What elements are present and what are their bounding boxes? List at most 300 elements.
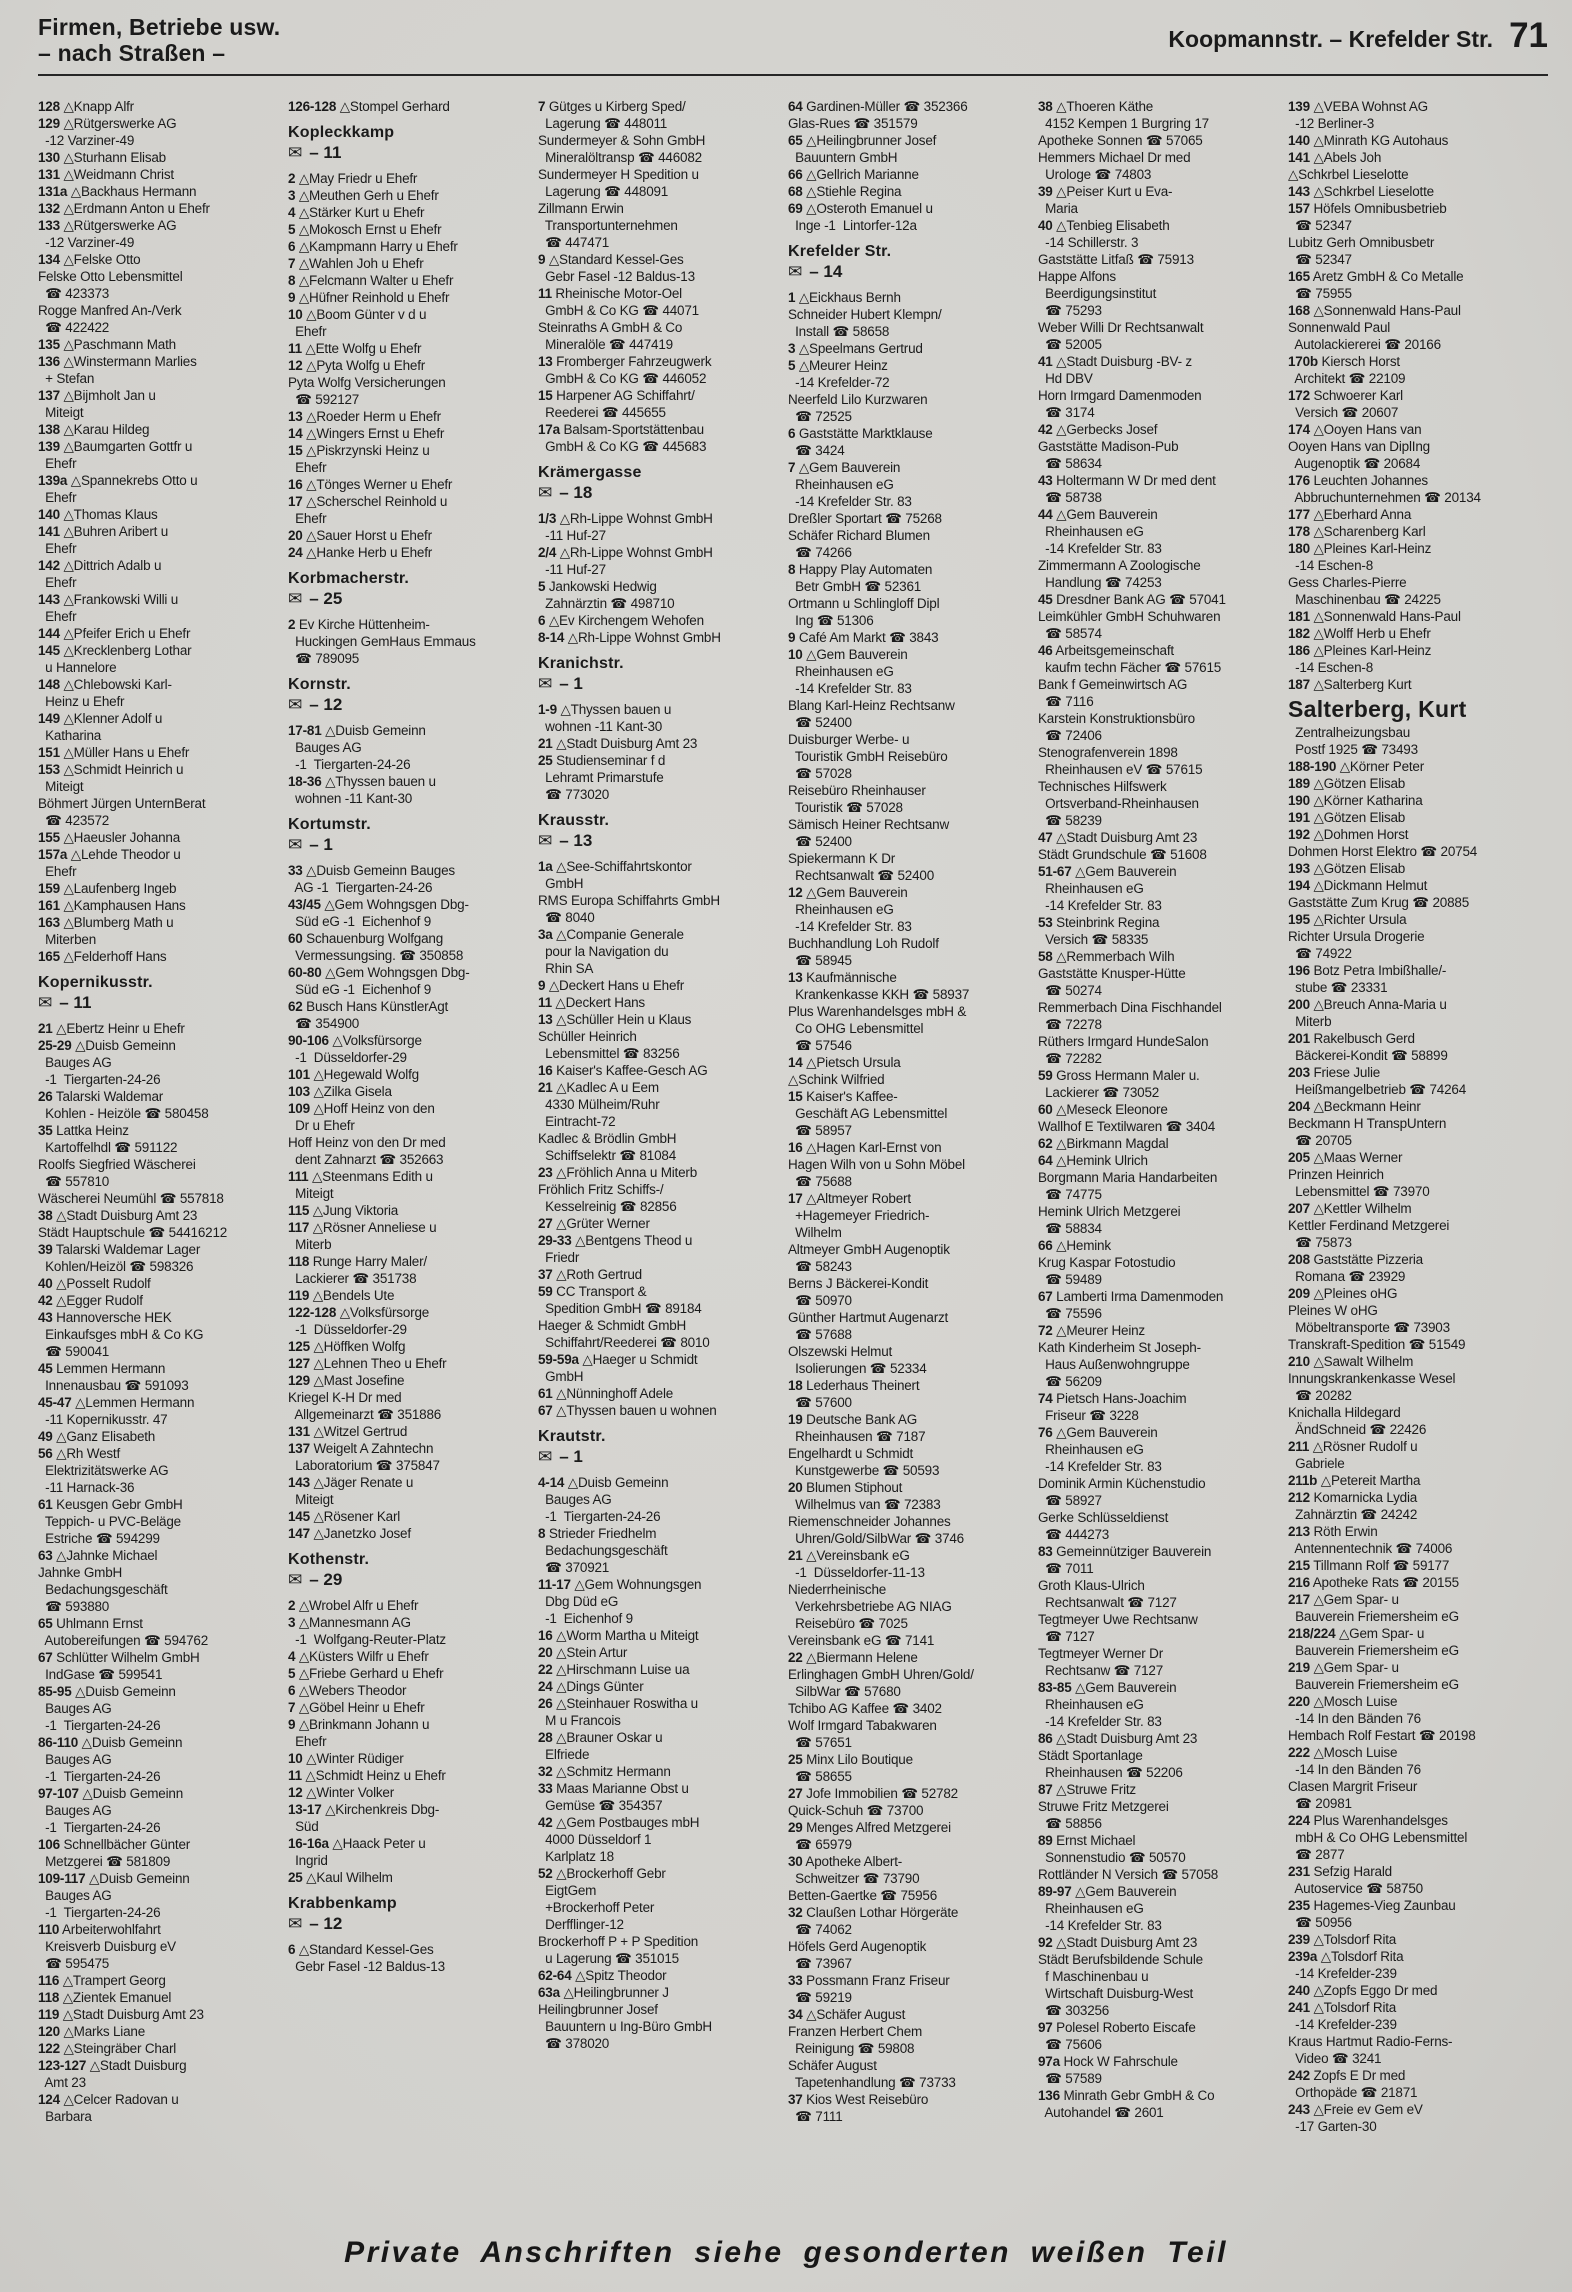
directory-entry-line: Kesselreinig ☎ 82856 <box>538 1199 677 1214</box>
house-number: 37 <box>538 1267 553 1282</box>
directory-entry-line: 22 △Biermann Helene <box>788 1650 918 1665</box>
house-number: 10 <box>788 647 803 662</box>
directory-entry-line: Dohmen Horst Elektro ☎ 20754 <box>1288 844 1478 859</box>
directory-entry-line: Elektrizitätswerke AG <box>38 1463 169 1478</box>
house-number: 143 <box>1288 184 1310 199</box>
directory-entry-line: 201 Rakelbusch Gerd <box>1288 1031 1415 1046</box>
house-number: 151 <box>38 745 60 760</box>
house-number: 39 <box>1038 184 1053 199</box>
directory-entry-line: Dr u Ehefr <box>288 1118 355 1133</box>
directory-entry-line: ☎ 50956 <box>1288 1915 1352 1930</box>
directory-entry-line: Postf 1925 ☎ 73493 <box>1288 742 1418 757</box>
directory-entry-line: GmbH & Co KG ☎ 445683 <box>538 439 707 454</box>
house-number: 134 <box>38 252 60 267</box>
envelope-icon: ✉ <box>38 993 53 1012</box>
directory-entry-line: 139 △VEBA Wohnst AG <box>1288 99 1428 114</box>
directory-entry-line: -11 Harnack-36 <box>38 1480 135 1495</box>
directory-entry-line: 116 △Trampert Georg <box>38 1973 166 1988</box>
directory-entry-line: Clasen Margrit Friseur <box>1288 1779 1418 1794</box>
house-number: 157 <box>1288 201 1310 216</box>
street-heading: Krausstr. <box>538 812 610 829</box>
house-number: 23 <box>538 1165 553 1180</box>
directory-entry-line: 56 △Rh Westf <box>38 1446 121 1461</box>
directory-entry-line: Kadlec & Brödlin GmbH <box>538 1131 677 1146</box>
envelope-icon: ✉ <box>288 835 303 854</box>
street-heading: Kopleckkamp <box>288 124 395 141</box>
directory-entry-line: + Stefan <box>38 371 95 386</box>
directory-entry-line: 2/4 △Rh-Lippe Wohnst GmbH <box>538 545 713 560</box>
directory-entry-line: 63 △Jahnke Michael <box>38 1548 158 1563</box>
house-number: 14 <box>288 426 303 441</box>
house-number: 8 <box>788 562 796 577</box>
directory-entry-line: Riemenschneider Johannes <box>788 1514 951 1529</box>
house-number: 11 <box>538 286 552 301</box>
house-number: 10 <box>288 1751 303 1766</box>
directory-entry-line: 11 △Deckert Hans <box>538 995 645 1010</box>
house-number: 205 <box>1288 1150 1310 1165</box>
house-number: 37 <box>788 2092 803 2107</box>
directory-entry-line: 61 △Nünninghoff Adele <box>538 1386 674 1401</box>
directory-entry-line: 2 Ev Kirche Hüttenheim- <box>288 617 430 632</box>
house-number: 18 <box>788 1378 803 1393</box>
directory-entry-line: 196 Botz Petra Imbißhalle/- <box>1288 963 1447 978</box>
directory-entry-line: Versich ☎ 58335 <box>1038 932 1149 947</box>
directory-entry-line: Bauuntern u Ing-Büro GmbH <box>538 2019 712 2034</box>
directory-entry-line: Borgmann Maria Handarbeiten <box>1038 1170 1218 1185</box>
house-number: 218/224 <box>1288 1626 1336 1641</box>
directory-entry-line: -1 Tiergarten-24-26 <box>538 1509 661 1524</box>
house-number: 239a <box>1288 1949 1318 1964</box>
directory-entry-line: Amt 23 <box>38 2075 86 2090</box>
directory-entry-line: 176 Leuchten Johannes <box>1288 473 1428 488</box>
house-number: 3a <box>538 927 553 942</box>
directory-entry-line: dent Zahnarzt ☎ 352663 <box>288 1152 444 1167</box>
directory-entry-line: Vereinsbank eG ☎ 7141 <box>788 1633 935 1648</box>
directory-entry-line: Huckingen GemHaus Emmaus <box>288 634 476 649</box>
directory-entry-line: 1-9 △Thyssen bauen u <box>538 702 672 717</box>
directory-entry-line: Städt Sportanlage <box>1038 1748 1143 1763</box>
house-number: 12 <box>788 885 803 900</box>
directory-entry-line: 209 △Pleines oHG <box>1288 1286 1398 1301</box>
envelope-icon: ✉ <box>288 589 303 608</box>
house-number: 22 <box>538 1662 553 1677</box>
directory-entry-line: 5 △Mokosch Ernst u Ehefr <box>288 222 442 237</box>
house-number: 72 <box>1038 1323 1053 1338</box>
directory-entry-line: Rheinhausen ☎ 7187 <box>788 1429 926 1444</box>
house-number: 13 <box>288 409 303 424</box>
directory-entry-line: Rheinhausen eG <box>1038 1442 1144 1457</box>
house-number: 110 <box>38 1922 60 1937</box>
house-number: 60 <box>1038 1102 1053 1117</box>
house-number: 11 <box>288 341 302 356</box>
directory-entry-line: Lackierer ☎ 351738 <box>288 1271 417 1286</box>
directory-entry-line: Transportunternehmen <box>538 218 678 233</box>
directory-entry-line: Krug Kaspar Fotostudio <box>1038 1255 1176 1270</box>
directory-entry-line: 9 △Deckert Hans u Ehefr <box>538 978 685 993</box>
directory-entry-line: 53 Steinbrink Regina <box>1038 915 1160 930</box>
header-divider <box>38 74 1548 76</box>
page-header <box>38 14 1548 66</box>
directory-entry-line: Rheinhausen eG <box>788 477 894 492</box>
directory-entry-line: Sundermeyer & Sohn GmbH <box>538 133 706 148</box>
directory-entry-line: Steinraths A GmbH & Co <box>538 320 683 335</box>
directory-entry-line: 26 △Steinhauer Roswitha u <box>538 1696 698 1711</box>
directory-entry-line: 67 Lamberti Irma Damenmoden <box>1038 1289 1224 1304</box>
directory-entry-line: Allgemeinarzt ☎ 351886 <box>288 1407 442 1422</box>
house-number: 111 <box>288 1169 309 1184</box>
house-number: 42 <box>38 1293 53 1308</box>
directory-column <box>1038 98 1272 2135</box>
directory-entry-line: Gemüse ☎ 354357 <box>538 1798 663 1813</box>
directory-entry-line: Städt Grundschule ☎ 51608 <box>1038 847 1207 862</box>
directory-entry-line: 140 △Thomas Klaus <box>38 507 158 522</box>
directory-entry-line: 200 △Breuch Anna-Maria u <box>1288 997 1447 1012</box>
directory-entry-line: 217 △Gem Spar- u <box>1288 1592 1399 1607</box>
house-number: 195 <box>1288 912 1310 927</box>
directory-entry-line: 187 △Salterberg Kurt <box>1288 677 1412 692</box>
postal-code-line: ✉ – 18 <box>538 483 593 502</box>
directory-entry-line: 67 △Thyssen bauen u wohnen <box>538 1403 717 1418</box>
house-number: 140 <box>1288 133 1310 148</box>
directory-entry-line: 66 △Gellrich Marianne <box>788 167 919 182</box>
directory-entry-line: Reisebüro Rheinhauser <box>788 783 926 798</box>
directory-entry-line: 129 △Mast Josefine <box>288 1373 405 1388</box>
directory-entry-line: Maria <box>1038 201 1078 216</box>
house-number: 9 <box>788 630 796 645</box>
directory-entry-line: 39 Talarski Waldemar Lager <box>38 1242 201 1257</box>
directory-column <box>288 98 522 2135</box>
directory-entry-line: 231 Sefzig Harald <box>1288 1864 1392 1879</box>
directory-entry-line: ☎ 75873 <box>1288 1235 1352 1250</box>
directory-entry-line: 44 △Gem Bauverein <box>1038 507 1158 522</box>
house-number: 131 <box>288 1424 310 1439</box>
house-number: 18-36 <box>288 774 322 789</box>
directory-entry-line: 9 △Standard Kessel-Ges <box>538 252 684 267</box>
house-number: 2/4 <box>538 545 557 560</box>
house-number: 128 <box>38 99 60 114</box>
directory-entry-line: 12 △Gem Bauverein <box>788 885 908 900</box>
house-number: 66 <box>788 167 803 182</box>
house-number: 177 <box>1288 507 1310 522</box>
directory-entry-line: ☎ 7111 <box>788 2109 843 2124</box>
directory-entry-line: Katharina <box>38 728 102 743</box>
directory-entry-line: -14 Krefelder Str. 83 <box>788 494 912 509</box>
directory-entry-line: Rheinhausen eG <box>788 902 894 917</box>
house-number: 103 <box>288 1084 310 1099</box>
directory-entry-line: 97 Polesel Roberto Eiscafe <box>1038 2020 1196 2035</box>
directory-entry-line: Friedr <box>538 1250 580 1265</box>
directory-entry-line: 34 △Schäfer August <box>788 2007 906 2022</box>
house-number: 5 <box>288 222 296 237</box>
house-number: 2 <box>288 617 296 632</box>
directory-entry-line: Kartoffelhdl ☎ 591122 <box>38 1140 178 1155</box>
directory-entry-line: 46 Arbeitsgemeinschaft <box>1038 643 1174 658</box>
house-number: 34 <box>788 2007 803 2022</box>
house-number: 212 <box>1288 1490 1310 1505</box>
directory-entry-line: -14 Krefelder Str. 83 <box>1038 1918 1162 1933</box>
house-number: 182 <box>1288 626 1310 641</box>
directory-entry-line: Haeger & Schmidt GmbH <box>538 1318 687 1333</box>
directory-entry-line: ☎ 57589 <box>1038 2071 1102 2086</box>
house-number: 147 <box>288 1526 310 1541</box>
house-number: 67 <box>38 1650 53 1665</box>
directory-entry-line: 49 △Ganz Elisabeth <box>38 1429 156 1444</box>
directory-entry-line: 45 Lemmen Hermann <box>38 1361 166 1376</box>
directory-entry-line: 17 △Scherschel Reinhold u <box>288 494 448 509</box>
directory-entry-line: Blang Karl-Heinz Rechtsanw <box>788 698 955 713</box>
directory-entry-line: 87 △Struwe Fritz <box>1038 1782 1136 1797</box>
house-number: 219 <box>1288 1660 1310 1675</box>
directory-entry-line: 12 △Pyta Wolfg u Ehefr <box>288 358 426 373</box>
house-number: 30 <box>788 1854 803 1869</box>
directory-entry-line: 28 △Brauner Oskar u <box>538 1730 663 1745</box>
directory-entry-line: Laboratorium ☎ 375847 <box>288 1458 440 1473</box>
directory-entry-line: Miterb <box>1288 1014 1332 1029</box>
directory-entry-line: 224 Plus Warenhandelsges <box>1288 1813 1448 1828</box>
directory-entry-line: 18 Lederhaus Theinert <box>788 1378 920 1393</box>
directory-entry-line: 14 △Wingers Ernst u Ehefr <box>288 426 445 441</box>
directory-entry-line: wohnen -11 Kant-30 <box>288 791 413 806</box>
directory-entry-line: 129 △Rütgerswerke AG <box>38 116 177 131</box>
directory-entry-line: Ingrid <box>288 1853 328 1868</box>
directory-entry-line: Weber Willi Dr Rechtsanwalt <box>1038 320 1204 335</box>
directory-entry-line: 193 △Götzen Elisab <box>1288 861 1406 876</box>
directory-entry-line: 131 △Weidmann Christ <box>38 167 174 182</box>
directory-entry-line: ☎ 58856 <box>1038 1816 1102 1831</box>
directory-entry-line: Betten-Gaertke ☎ 75956 <box>788 1888 938 1903</box>
directory-entry-line: 40 △Tenbieg Elisabeth <box>1038 218 1170 233</box>
house-number: 16 <box>538 1063 553 1078</box>
house-number: 62 <box>1038 1136 1053 1151</box>
directory-entry-line: 165 △Felderhoff Hans <box>38 949 167 964</box>
envelope-icon: ✉ <box>538 831 553 850</box>
directory-entry-line: 16 △Tönges Werner u Ehefr <box>288 477 453 492</box>
directory-entry-line: Rüthers Irmgard HundeSalon <box>1038 1034 1209 1049</box>
directory-entry-line: Touristik GmbH Reisebüro <box>788 749 948 764</box>
directory-entry-line: ☎ 447471 <box>538 235 610 250</box>
directory-entry-line: 20 Blumen Stiphout <box>788 1480 903 1495</box>
house-number: 165 <box>38 949 60 964</box>
directory-entry-line: Geschäft AG Lebensmittel <box>788 1106 948 1121</box>
directory-entry-line: 59 CC Transport & <box>538 1284 647 1299</box>
house-number: 17a <box>538 422 560 437</box>
directory-entry-line: 188-190 △Körner Peter <box>1288 759 1425 774</box>
directory-entry-line: ☎ 75596 <box>1038 1306 1102 1321</box>
house-number: 59-59a <box>538 1352 579 1367</box>
house-number: 194 <box>1288 878 1310 893</box>
directory-entry-line: 204 △Beckmann Heinr <box>1288 1099 1421 1114</box>
directory-entry-line: 76 △Gem Bauverein <box>1038 1425 1158 1440</box>
postal-code-line: ✉ – 12 <box>288 695 343 714</box>
house-number: 19 <box>788 1412 803 1427</box>
house-number: 129 <box>38 116 60 131</box>
directory-entry-line: 21 △Ebertz Heinr u Ehefr <box>38 1021 185 1036</box>
directory-entry-line: Barbara <box>38 2109 92 2124</box>
house-number: 86-110 <box>38 1735 79 1750</box>
directory-entry-line: 127 △Lehnen Theo u Ehefr <box>288 1356 447 1371</box>
directory-entry-line: Tegtmeyer Werner Dr <box>1038 1646 1163 1661</box>
house-number: 2 <box>288 171 296 186</box>
house-number: 13 <box>538 354 553 369</box>
directory-entry-line: Gebr Fasel -12 Baldus-13 <box>538 269 695 284</box>
house-number: 161 <box>38 898 60 913</box>
house-number: 87 <box>1038 1782 1053 1797</box>
section-title-line2: – nach Straßen – <box>38 40 226 66</box>
directory-entry-line: Zahnärztin ☎ 498710 <box>538 596 675 611</box>
directory-entry-line: 155 △Haeusler Johanna <box>38 830 181 845</box>
directory-entry-line: Antennentechnik ☎ 74006 <box>1288 1541 1453 1556</box>
directory-entry-line: 151 △Müller Hans u Ehefr <box>38 745 190 760</box>
directory-entry-line: ☎ 58927 <box>1038 1493 1102 1508</box>
directory-entry-line: Beerdigungsinstitut <box>1038 286 1157 301</box>
directory-entry-line: 239a △Tolsdorf Rita <box>1288 1949 1404 1964</box>
house-number: 143 <box>38 592 60 607</box>
house-number: 243 <box>1288 2102 1310 2117</box>
directory-entry-line: 90-106 △Volksfürsorge <box>288 1033 422 1048</box>
house-number: 8 <box>538 1526 546 1541</box>
directory-entry-line: 11-17 △Gem Wohnungsgen <box>538 1577 702 1592</box>
directory-entry-line: Lebensmittel ☎ 73970 <box>1288 1184 1430 1199</box>
directory-entry-line: 65 Uhlmann Ernst <box>38 1616 143 1631</box>
house-number: 11-17 <box>538 1577 571 1592</box>
directory-entry-line: Gess Charles-Pierre <box>1288 575 1407 590</box>
street-heading: Krefelder Str. <box>788 243 892 260</box>
directory-entry-line: 106 Schnellbächer Günter <box>38 1837 191 1852</box>
house-number: 224 <box>1288 1813 1310 1828</box>
directory-entry-line: 137 △Bijmholt Jan u <box>38 388 156 403</box>
directory-entry-line: ☎ 773020 <box>538 787 610 802</box>
directory-entry-line: 207 △Kettler Wilhelm <box>1288 1201 1412 1216</box>
house-number: 76 <box>1038 1425 1053 1440</box>
directory-entry-line: Bauges AG <box>288 740 362 755</box>
directory-entry-line: -14 In den Bänden 76 <box>1288 1762 1421 1777</box>
directory-entry-line: Lebensmittel ☎ 83256 <box>538 1046 680 1061</box>
directory-entry-line: ☎ 58243 <box>788 1259 852 1274</box>
page-number: 71 <box>1509 16 1548 55</box>
directory-entry-line: 144 △Pfeifer Erich u Ehefr <box>38 626 191 641</box>
directory-entry-line: Schäfer August <box>788 2058 877 2073</box>
directory-entry-line: Bank f Gemeinwirtsch AG <box>1038 677 1188 692</box>
directory-entry-line: 65 △Heilingbrunner Josef <box>788 133 937 148</box>
house-number: 43 <box>38 1310 53 1325</box>
directory-entry-line: 177 △Eberhard Anna <box>1288 507 1412 522</box>
directory-entry-line: 68 △Stiehle Regina <box>788 184 902 199</box>
directory-entry-line: Wilhelmus van ☎ 72383 <box>788 1497 941 1512</box>
directory-entry-line: 16 Kaiser's Kaffee-Gesch AG <box>538 1063 708 1078</box>
directory-entry-line: 5 Jankowski Hedwig <box>538 579 657 594</box>
house-number: 21 <box>538 1080 553 1095</box>
house-number: 16 <box>538 1628 553 1643</box>
directory-entry-line: 21 △Kadlec A u Eem <box>538 1080 659 1095</box>
directory-entry-line: 131 △Witzel Gertrud <box>288 1424 408 1439</box>
directory-entry-line: Tchibo AG Kaffee ☎ 3402 <box>788 1701 942 1716</box>
directory-entry-line: 17 △Altmeyer Robert <box>788 1191 911 1206</box>
directory-entry-line: ☎ 58574 <box>1038 626 1102 641</box>
directory-entry-line: 43 Hannoversche HEK <box>38 1310 172 1325</box>
directory-entry-line: Gaststätte Madison-Pub <box>1038 439 1179 454</box>
directory-entry-line: 203 Friese Julie <box>1288 1065 1381 1080</box>
house-number: 157a <box>38 847 68 862</box>
house-number: 9 <box>288 290 296 305</box>
house-number: 60-80 <box>288 965 322 980</box>
directory-entry-line: 109 △Hoff Heinz von den <box>288 1101 435 1116</box>
directory-entry-line: Hembach Rolf Festart ☎ 20198 <box>1288 1728 1476 1743</box>
directory-entry-line: 205 △Maas Werner <box>1288 1150 1403 1165</box>
directory-entry-line: ☎ 59219 <box>788 1990 852 2005</box>
directory-entry-line: Bauges AG <box>538 1492 612 1507</box>
directory-entry-line: Miteigt <box>288 1186 334 1201</box>
directory-entry-line: 66 △Hemink <box>1038 1238 1111 1253</box>
house-number: 5 <box>288 1666 296 1681</box>
directory-entry-line: 13 Fromberger Fahrzeugwerk <box>538 354 712 369</box>
directory-entry-line: Schneider Hubert Klempn/ <box>788 307 942 322</box>
directory-entry-line: 8 Happy Play Automaten <box>788 562 933 577</box>
directory-entry-line: -12 Varziner-49 <box>38 133 135 148</box>
directory-entry-line: 16-16a △Haack Peter u <box>288 1836 426 1851</box>
directory-entry-line: -1 Tiergarten-24-26 <box>38 1905 161 1920</box>
directory-entry-line: ☎ 592127 <box>288 392 360 407</box>
directory-entry-line: 3a △Companie Generale <box>538 927 684 942</box>
directory-entry-line: Vermessungsing. ☎ 350858 <box>288 948 464 963</box>
directory-entry-line: 39 △Peiser Kurt u Eva- <box>1038 184 1173 199</box>
directory-entry-line: +Hagemeyer Friedrich- <box>788 1208 930 1223</box>
house-number: 63a <box>538 1985 560 2000</box>
directory-entry-line: Sonnenstudio ☎ 50570 <box>1038 1850 1186 1865</box>
directory-entry-line: Wäscherei Neumühl ☎ 557818 <box>38 1191 224 1206</box>
directory-entry-line: 52 △Brockerhoff Gebr <box>538 1866 666 1881</box>
directory-entry-line: pour la Navigation du <box>538 944 669 959</box>
directory-entry-line: 10 △Gem Bauverein <box>788 647 908 662</box>
section-title <box>38 14 280 66</box>
directory-entry-line: ☎ 20705 <box>1288 1133 1352 1148</box>
directory-entry-line: 163 △Blumberg Math u <box>38 915 174 930</box>
house-number: 22 <box>788 1650 803 1665</box>
house-number: 122-128 <box>288 1305 337 1320</box>
directory-entry-line: 180 △Pleines Karl-Heinz <box>1288 541 1432 556</box>
house-number: 29 <box>788 1820 803 1835</box>
directory-entry-line: -11 Huf-27 <box>538 562 606 577</box>
directory-entry-line: 42 △Gerbecks Josef <box>1038 422 1158 437</box>
house-number: 204 <box>1288 1099 1310 1114</box>
directory-entry-line: 218/224 △Gem Spar- u <box>1288 1626 1425 1641</box>
house-number: 141 <box>38 524 60 539</box>
directory-entry-line: Derfflinger-12 <box>538 1917 624 1932</box>
directory-entry-line: 41 △Stadt Duisburg -BV- z <box>1038 354 1192 369</box>
directory-entry-line: 30 Apotheke Albert- <box>788 1854 903 1869</box>
directory-entry-line: -17 Garten-30 <box>1288 2119 1377 2134</box>
directory-entry-line: Miteigt <box>38 779 84 794</box>
house-number: 145 <box>38 643 60 658</box>
house-number: 174 <box>1288 422 1310 437</box>
directory-entry-line: 1 △Eickhaus Bernh <box>788 290 901 305</box>
directory-entry-line: ☎ 74266 <box>788 545 852 560</box>
directory-entry-line: 212 Komarnicka Lydia <box>1288 1490 1418 1505</box>
house-number: 6 <box>288 1942 296 1957</box>
directory-entry-line: ☎ 52347 <box>1288 218 1352 233</box>
directory-entry-line: ☎ 74062 <box>788 1922 852 1937</box>
directory-entry-line: Autobereifungen ☎ 594762 <box>38 1633 209 1648</box>
directory-entry-line: 32 Claußen Lothar Hörgeräte <box>788 1905 959 1920</box>
directory-entry-line: 6 △Webers Theodor <box>288 1683 407 1698</box>
directory-entry-line: 141 △Abels Joh <box>1288 150 1382 165</box>
directory-entry-line: 134 △Felske Otto <box>38 252 141 267</box>
directory-entry-line: Urologe ☎ 74803 <box>1038 167 1152 182</box>
directory-entry-line: 19 Deutsche Bank AG <box>788 1412 918 1427</box>
directory-entry-line: 43/45 △Gem Wohngsgen Dbg- <box>288 897 469 912</box>
directory-entry-line: 18-36 △Thyssen bauen u <box>288 774 436 789</box>
directory-entry-line: 38 △Stadt Duisburg Amt 23 <box>38 1208 198 1223</box>
directory-entry-line: 211 △Rösner Rudolf u <box>1288 1439 1418 1454</box>
